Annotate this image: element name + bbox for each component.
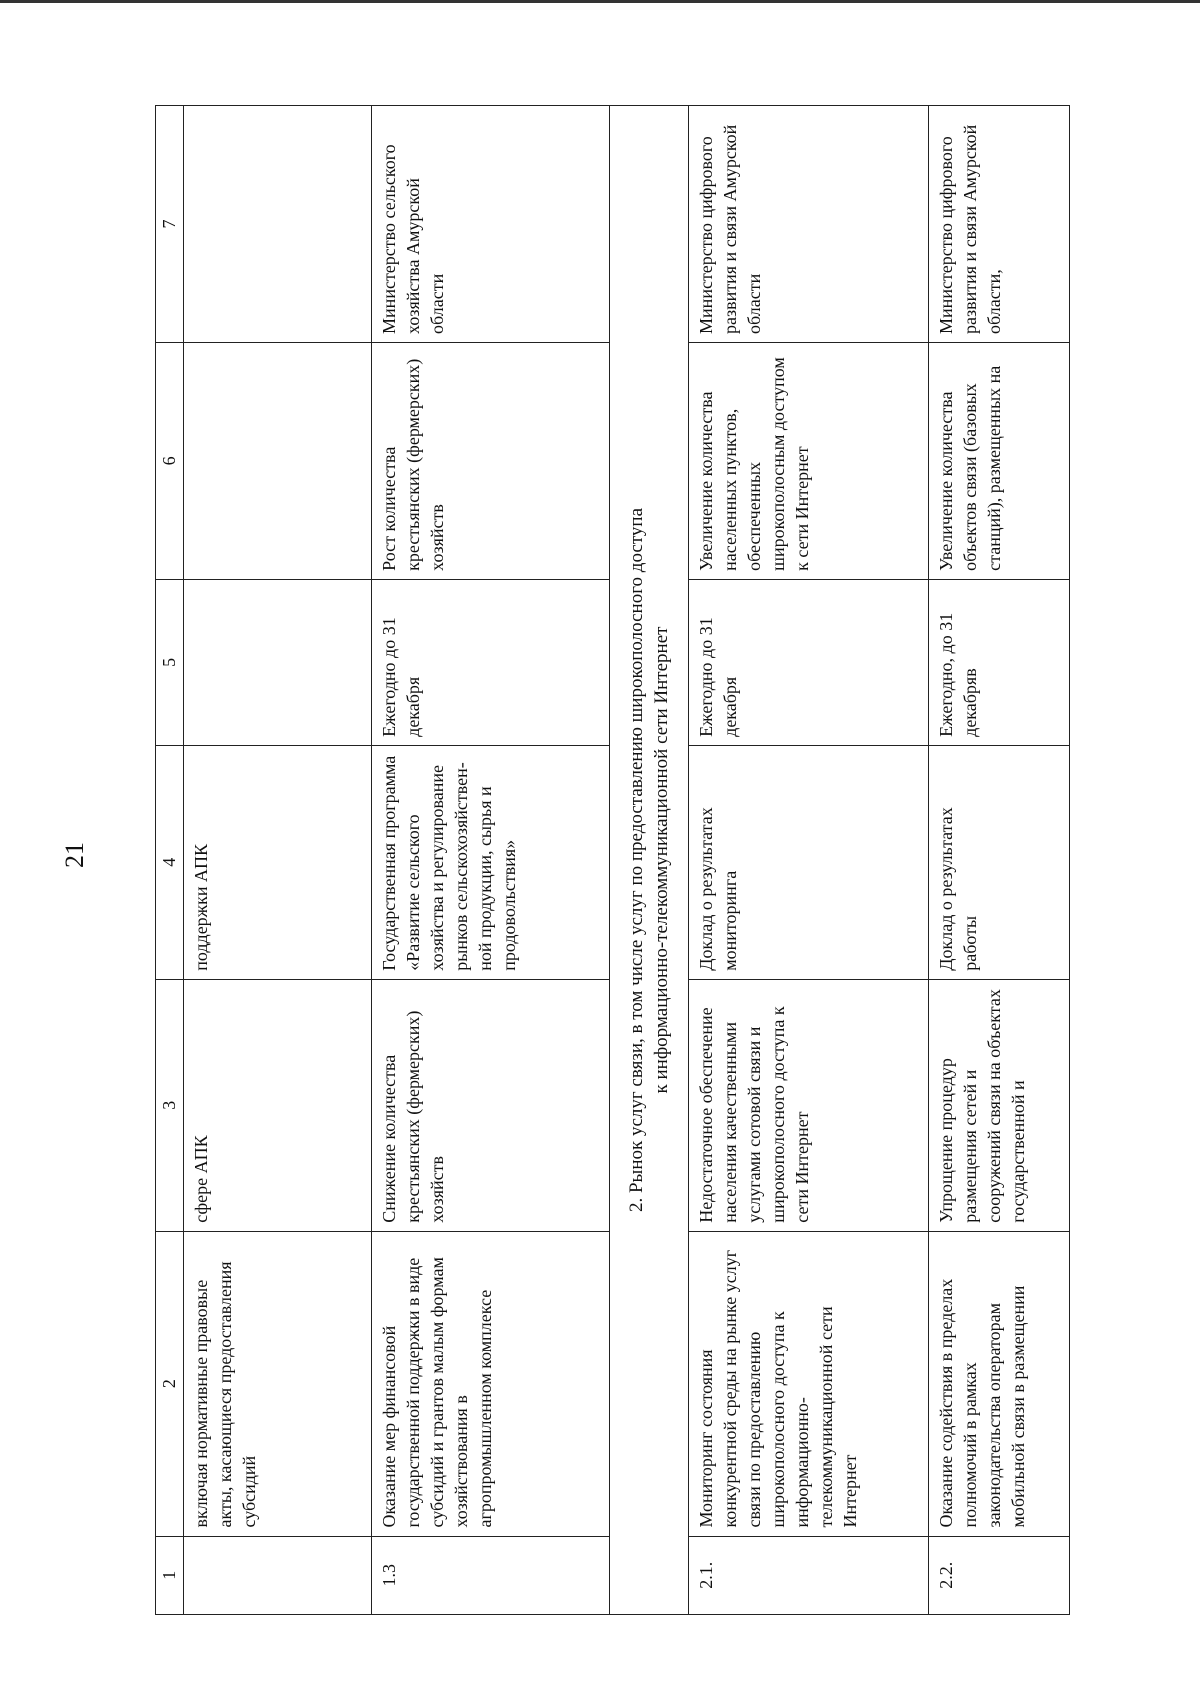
row-number: 2.2.: [928, 1536, 1069, 1614]
column-number: 7: [156, 106, 184, 343]
column-number: 4: [156, 745, 184, 979]
problem-cell: Упрощение процедур размещения сетей и сооружений связи на объектах государственной и: [928, 979, 1069, 1231]
table-row: [688, 106, 928, 1615]
table-wrapper: [155, 105, 1070, 1615]
measure-cell: Оказание мер финансовой государственной поддержки в виде субсидий и грантов малым формам хозяйствования в агропромышленном комплексе: [372, 1231, 610, 1536]
responsible-cell: Министерство цифрового развития и связи Амурской области,: [928, 106, 1069, 343]
column-number: 3: [156, 979, 184, 1231]
result-cell: Рост количества крестьянских (фермерских) хозяйств: [372, 342, 610, 579]
responsible-cell: Министерство сельского хозяйства Амурской области: [372, 106, 610, 343]
column-number: 1: [156, 1536, 184, 1614]
row-number: [184, 1536, 372, 1614]
deadline-cell: [184, 579, 372, 745]
document-cell: Доклад о результатах работы: [928, 745, 1069, 979]
column-number: 6: [156, 342, 184, 579]
deadline-cell: Ежегодно до 31 декабря: [688, 579, 928, 745]
responsible-cell: [184, 106, 372, 343]
result-cell: [184, 342, 372, 579]
section-header-row: [610, 106, 688, 1615]
result-cell: Увеличение количества объектов связи (базовых станций), размещенных на: [928, 342, 1069, 579]
measure-cell: Оказание содействия в пределах полномочий в рамках законодательства операторам мобильной связи в размещении: [928, 1231, 1069, 1536]
measure-cell: включая нормативные правовые акты, касающиеся предоставления субсидий: [184, 1231, 372, 1536]
section-title: [610, 106, 688, 1615]
document-cell: Государственная программа «Развитие сельского хозяйства и регулирование рынков сельскохозяйствен-ной продукции, сырья и продовольствия»: [372, 745, 610, 979]
column-number-row: [156, 106, 184, 1615]
table-row: [372, 106, 610, 1615]
problem-cell: Снижение количества крестьянских (фермерских) хозяйств: [372, 979, 610, 1231]
measure-cell: Мониторинг состояния конкурентной среды на рынке услуг связи по предоставлению широкополосного доступа к информационно-телекоммуникационной сети Интернет: [688, 1231, 928, 1536]
document-cell: Доклад о результатах мониторинга: [688, 745, 928, 979]
column-number: 2: [156, 1231, 184, 1536]
row-number: 2.1.: [688, 1536, 928, 1614]
top-border: [0, 0, 1200, 3]
problem-cell: Недостаточное обеспечение населения качественными услугами сотовой связи и широкополосного доступа к сети Интернет: [688, 979, 928, 1231]
problem-cell: сфере АПК: [184, 979, 372, 1231]
responsible-cell: Министерство цифрового развития и связи Амурской области: [688, 106, 928, 343]
deadline-cell: Ежегодно, до 31 декабряв: [928, 579, 1069, 745]
document-cell: поддержки АПК: [184, 745, 372, 979]
result-cell: Увеличение количества населенных пунктов, обеспеченных широкополосным доступом к сети Интернет: [688, 342, 928, 579]
page-number: 21: [60, 842, 89, 868]
row-number: 1.3: [372, 1536, 610, 1614]
measures-table: [155, 105, 1070, 1615]
deadline-cell: Ежегодно до 31 декабря: [372, 579, 610, 745]
section-title-line2: к информационно-телекоммуникационной сети Интернет: [651, 626, 673, 1094]
table-row: [184, 106, 372, 1615]
column-number: 5: [156, 579, 184, 745]
section-title-line1: 2. Рынок услуг связи, в том числе услуг по предоставлению широкополосного доступа: [626, 507, 648, 1213]
table-row: [928, 106, 1069, 1615]
